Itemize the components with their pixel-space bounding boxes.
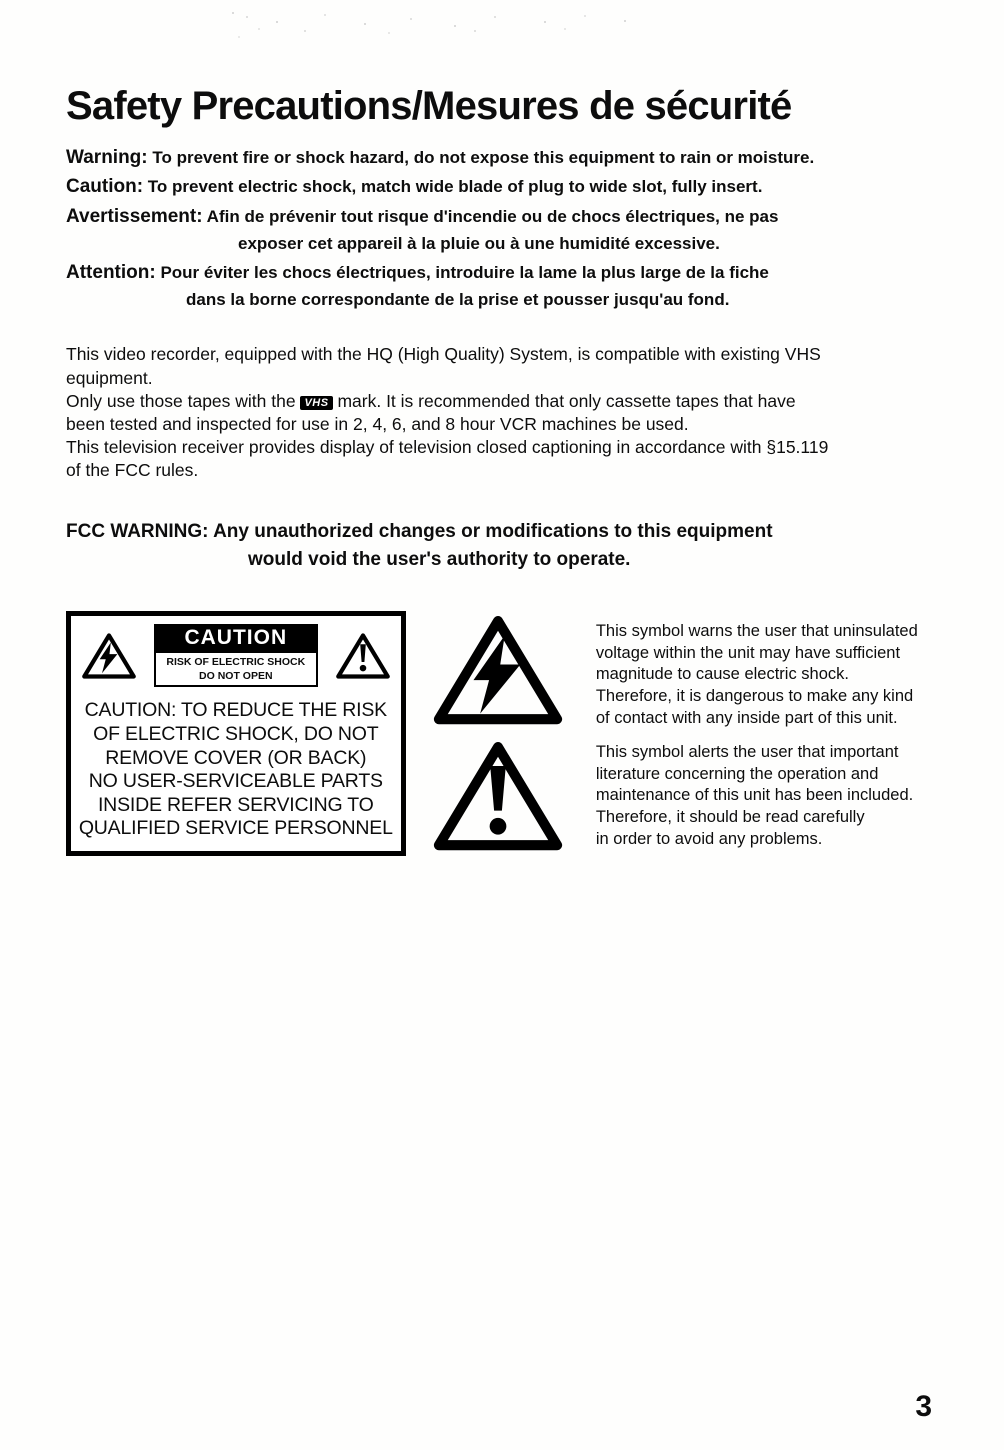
avertissement-label: Avertissement: — [66, 205, 203, 227]
exclamation-triangle-icon-large — [431, 737, 565, 853]
attention-text: Pour éviter les chocs électriques, introduire la lame la plus large de la fiche dans la borne correspondante de la prise et pousser jusqu'au fond. — [160, 262, 769, 310]
caution-box-title-block — [154, 624, 318, 687]
symbol-column — [414, 611, 582, 853]
fcc-warning-text: Any unauthorized changes or modifications to this equipment would void the user's authority to operate. — [213, 521, 773, 570]
warning-line-attention — [66, 258, 938, 314]
lightning-triangle-icon — [81, 631, 137, 680]
risk-line-2: DO NOT OPEN — [199, 670, 273, 683]
risk-of-shock-box — [154, 653, 318, 687]
caution-box — [66, 611, 406, 856]
vhs-logo: VHS — [300, 396, 332, 410]
warning-line-caution — [66, 172, 938, 201]
caution-label: Caution: — [66, 176, 144, 198]
paragraph-hq-system: This video recorder, equipped with the HQ (High Quality) System, is compatible with existing VHS equipment. — [66, 344, 821, 388]
caution-text: To prevent electric shock, match wide blade of plug to wide slot, fully insert. — [147, 177, 763, 197]
paragraph-tapes-before: Only use those tapes with the — [66, 390, 296, 411]
lightning-triangle-icon-large — [431, 611, 565, 727]
caution-box-header — [77, 624, 395, 687]
symbol-descriptions — [596, 611, 938, 850]
paragraph-fcc-rules: This television receiver provides display of television closed captioning in accordance with §15.119 of the FCC rules. — [66, 436, 829, 480]
lightning-symbol-description: This symbol warns the user that uninsulated voltage within the unit may have sufficient magnitude to cause electric shock. Therefore, it is dangerous to make any kind of contact with any inside part of this unit. — [595, 622, 918, 727]
avertissement-text: Afin de prévenir tout risque d'incendie ou de chocs électriques, ne pas exposer cet appareil à la pluie ou à une humidité excessive. — [206, 206, 779, 254]
warning-line-avertissement — [66, 202, 938, 258]
warning-text: To prevent fire or shock hazard, do not expose this equipment to rain or moisture. — [152, 148, 815, 167]
fcc-warning — [66, 518, 938, 573]
exclamation-triangle-icon — [335, 631, 391, 680]
safety-graphics — [66, 611, 938, 856]
paragraph-tapes — [66, 390, 938, 436]
alert-symbol-description: This symbol alerts the user that important literature concerning the operation and maintenance of this unit has been included. Therefore, it should be read carefully in order to avoid any problems. — [595, 743, 914, 848]
caution-box-title: CAUTION — [154, 624, 318, 653]
scan-artifact — [232, 12, 662, 38]
safety-warnings — [66, 143, 938, 313]
paragraph-tapes-after: mark. It is recommended that only cassette tapes that have been tested and inspected for use in 2, 4, 6, and 8 hour VCR machines be used. — [66, 390, 796, 434]
caution-box-body: CAUTION: TO REDUCE THE RISK OF ELECTRIC SHOCK, DO NOT REMOVE COVER (OR BACK) NO USER-SERVICEABLE PARTS INSIDE REFER SERVICING TO QUALIFIED SERVICE PERSONNEL — [78, 699, 393, 840]
warning-line-warning — [66, 143, 938, 172]
fcc-warning-label: FCC WARNING: — [66, 521, 209, 542]
risk-line-1: RISK OF ELECTRIC SHOCK — [166, 656, 306, 669]
page-title: Safety Precautions/Mesures de sécurité — [66, 84, 792, 128]
warning-label: Warning: — [66, 147, 148, 168]
attention-label: Attention: — [66, 261, 156, 283]
page-number: 3 — [915, 1390, 932, 1423]
body-text — [66, 343, 938, 482]
